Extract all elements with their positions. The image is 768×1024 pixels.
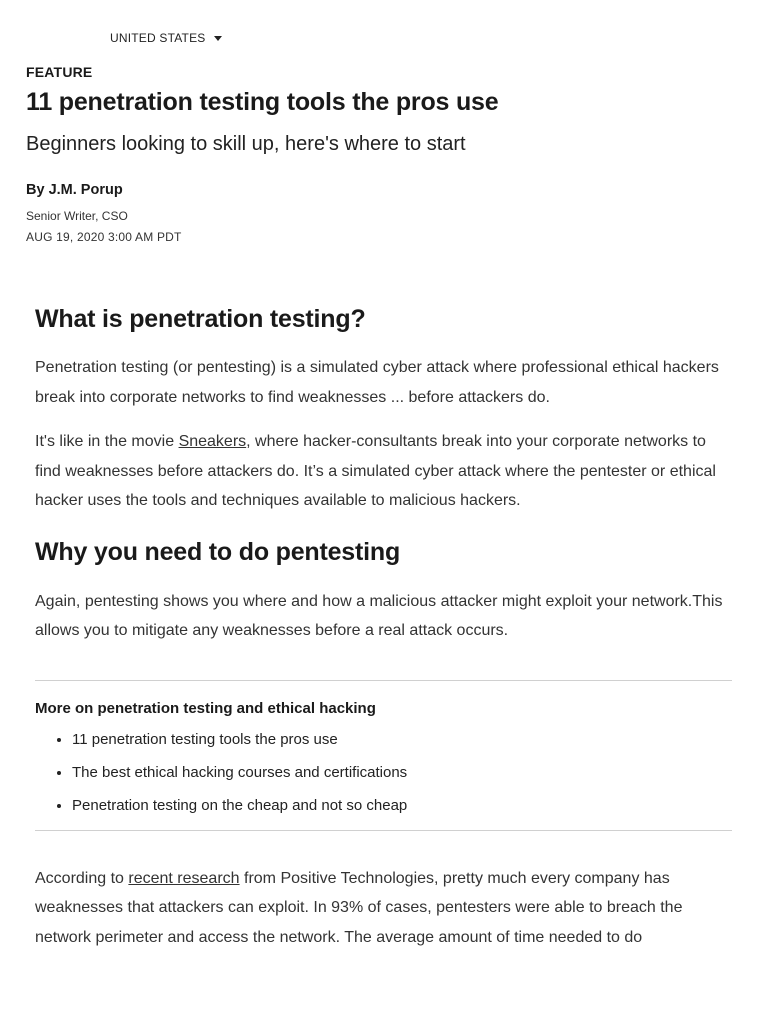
article-kicker: FEATURE [26, 64, 93, 80]
paragraph-1: Penetration testing (or pentesting) is a simulated cyber attack where professional ethical hackers break into corporate networks to find weaknesses ... before attackers do. [35, 359, 719, 406]
author-role: Senior Writer, CSO [26, 209, 128, 223]
region-label: UNITED STATES [110, 31, 206, 45]
related-link[interactable]: • The best ethical hacking courses and certifications [72, 764, 732, 797]
related-link[interactable]: • 11 penetration testing tools the pros use [72, 731, 732, 764]
sneakers-link[interactable]: Sneakers [178, 433, 247, 450]
paragraph-2 [35, 427, 732, 516]
paragraph-2-text-before: It's like in the movie [35, 433, 179, 450]
section-heading-what-is: What is penetration testing? [35, 305, 366, 333]
publish-date: AUG 19, 2020 3:00 AM PDT [26, 230, 182, 244]
article-header [26, 64, 746, 244]
related-link[interactable]: • Penetration testing on the cheap and not so cheap [72, 797, 732, 830]
article-subtitle: Beginners looking to skill up, here's where to start [26, 133, 466, 155]
paragraph-3: Again, pentesting shows you where and how a malicious attacker might exploit your network.This allows you to mitigate any weaknesses before a real attack occurs. [35, 592, 723, 639]
more-on-title: More on penetration testing and ethical hacking [35, 699, 376, 717]
section-heading-why: Why you need to do pentesting [35, 537, 401, 566]
author-byline[interactable]: By J.M. Porup [26, 182, 123, 198]
region-selector[interactable] [110, 31, 222, 45]
divider-bottom [35, 830, 732, 831]
paragraph-4-text-after: from Positive Technologies, pretty much every company has weaknesses that attackers can exploit. In 93% of cases, pentesters were able to breach the network perimeter and access the network. The average amount of time needed to do [35, 869, 683, 946]
related-links-list [35, 731, 732, 830]
recent-research-link[interactable]: recent research [128, 869, 240, 887]
caret-down-icon [214, 36, 222, 41]
paragraph-2-text-after: , where hacker-consultants break into your corporate networks to find weaknesses before attackers do. It’s a simulated cyber attack where the pentester or ethical hacker uses the tools and techniques available to malicious hackers. [35, 433, 716, 509]
paragraph-4-text-before: According to [35, 869, 129, 887]
article-body [35, 305, 732, 952]
article-title: 11 penetration testing tools the pros use [26, 88, 499, 116]
divider-top [35, 680, 732, 681]
paragraph-4 [35, 864, 732, 953]
